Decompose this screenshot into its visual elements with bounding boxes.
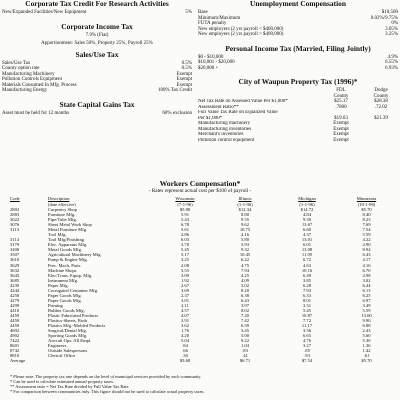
column-header: Michigan: [298, 196, 316, 201]
illinois-rate: .83: [242, 348, 248, 354]
minnesota-rate: $5.70: [361, 358, 372, 364]
property-tax-fdl-value: Exempt: [333, 137, 349, 143]
property-tax-dodge-value: [364, 138, 398, 144]
michigan-rate: 4.84: [302, 212, 312, 218]
class-description: Sporting Goods Mfg.: [48, 333, 88, 339]
unemployment-table: [198, 10, 398, 38]
unemployment-label: New employers (2 yrs payroll < $400,000): [198, 26, 284, 32]
class-code: 3643: [10, 272, 20, 278]
unemployment-title: Unemployment Compensation: [250, 0, 346, 8]
column-subheader: (1-1-96): [237, 201, 253, 207]
unemployment-value: 0.02%/9.75%: [370, 15, 398, 21]
class-code: 4459: [10, 323, 20, 329]
property-tax-header-fdl: County: [333, 93, 349, 99]
sales-tax-value: Exempt: [176, 77, 192, 83]
wisconsin-rate: 6.78: [180, 222, 190, 228]
class-code: 8601: [10, 343, 20, 349]
footnote: * For comparison between communities only. This figure should not be used to calculate actual property taxes.: [10, 389, 205, 394]
illinois-rate: 4.09: [240, 277, 250, 283]
illinois-rate: 6.38: [240, 292, 250, 298]
research-credit-title: Corporate Tax Credit For Research Activities: [25, 0, 169, 8]
illinois-rate: 5.00: [240, 333, 250, 339]
capital-gains-title: State Capital Gains Tax: [59, 99, 135, 109]
illinois-rate: 1.04: [240, 343, 250, 349]
class-code: 4279: [10, 297, 20, 303]
michigan-rate: $7.54: [301, 358, 313, 364]
class-description: Metal Furniture Mfg.: [48, 227, 88, 233]
minnesota-rate: 8.40: [362, 212, 371, 218]
michigan-rate: 10.16: [301, 267, 313, 273]
minnesota-rate: 4.98: [362, 272, 371, 278]
class-description: Aircraft Ops: All Empl.: [48, 338, 92, 344]
class-description: Tool Mfg.: [48, 232, 67, 238]
illinois-rate: 9.35: [240, 217, 250, 223]
class-code: 4244: [10, 287, 20, 293]
wisconsin-rate: 3.01: [180, 297, 190, 303]
class-description: Plastics-Sheets, Rods: [48, 318, 88, 324]
footnote: * Can be used to calculate estimated annual property taxes.: [10, 379, 114, 384]
class-description: Pump & Engine Mfg.: [48, 257, 88, 263]
class-code: 8742: [10, 348, 20, 354]
column-header: Description: [48, 196, 70, 201]
class-code: 3076: [10, 222, 20, 228]
wisconsin-rate: 2.37: [180, 292, 190, 298]
michigan-rate: 13.08: [301, 247, 313, 253]
footnote: ** Assessment ratio = Net Tax Rate divided by Full Value Tax Rate.: [10, 384, 130, 389]
sales-tax-value: Exempt: [176, 82, 192, 88]
illinois-rate: 4.75: [240, 262, 250, 268]
illinois-rate: 8.02: [240, 307, 250, 313]
workers-comp-title: Workers Compensation*: [159, 179, 241, 188]
minnesota-rate: 13.00: [361, 312, 372, 318]
minnesota-rate: 9.90: [362, 318, 371, 324]
property-tax-row: [198, 138, 398, 144]
unemployment-label: Base: [198, 10, 208, 15]
wisconsin-rate: 5.91: [180, 212, 190, 218]
sales-tax-label: County option rate: [2, 66, 40, 72]
property-tax-dodge-value: .72.02: [374, 104, 388, 110]
class-code: 3400: [10, 247, 20, 253]
income-bracket-label: $20,000 +: [198, 65, 219, 71]
class-description: Prec. Mach. Parts: [48, 262, 81, 268]
income-bracket-value: 6.55%: [385, 60, 398, 65]
class-description: Metal Goods Mfg.: [48, 247, 83, 253]
wisconsin-rate: 1.92: [180, 277, 190, 283]
minnesota-rate: 6.70: [362, 267, 371, 273]
minnesota-rate: 7.54: [362, 227, 371, 233]
column-subheader: (10-1-96): [357, 201, 376, 207]
class-description: Outside Salespersons: [48, 348, 88, 354]
property-tax-header-dodge: County: [373, 93, 389, 99]
michigan-rate: 13.67: [301, 222, 313, 228]
class-code: 3610: [10, 257, 20, 263]
property-tax-fdl-value: Exempt: [333, 126, 349, 132]
column-header: Wisconsin: [175, 196, 195, 201]
minnesota-rate: 5.30: [362, 338, 371, 344]
minnesota-rate: 4.17: [362, 257, 371, 263]
corporate-income-tax-title: Corporate Income Tax: [61, 21, 133, 31]
minnesota-rate: 4.90: [362, 242, 371, 248]
class-description: Furniture Mfg.: [48, 212, 76, 218]
wisconsin-rate: .66: [182, 348, 188, 354]
illinois-rate: 5.02: [240, 282, 250, 288]
illinois-rate: 8.80: [240, 212, 250, 218]
michigan-rate: 6.49: [302, 272, 312, 278]
michigan-rate: 6.01: [302, 242, 312, 248]
minnesota-rate: 6.97: [362, 297, 371, 303]
wisconsin-rate: 5.45: [180, 247, 190, 253]
sales-tax-value: 100% Tax Credit: [158, 88, 192, 94]
wisconsin-rate: 3.55: [180, 267, 190, 273]
class-code: 4459: [10, 318, 20, 324]
property-tax-dodge-value: $21.39: [374, 115, 388, 121]
michigan-rate: 7.93: [302, 287, 312, 293]
property-tax-label: Per $1,000*: [198, 115, 223, 121]
sales-use-tax-title: Sales/Use Tax: [75, 49, 119, 59]
class-code: 4459: [10, 312, 20, 318]
michigan-rate: 3.31: [302, 302, 312, 308]
property-tax-label: Manufacturing inventories: [198, 126, 252, 132]
class-code: 3632: [10, 267, 20, 273]
wisconsin-rate: .84: [182, 343, 188, 349]
class-code: 3179: [10, 242, 20, 248]
capital-gains-row: Asset must be held for 12 months 60% exclusion: [2, 110, 192, 116]
class-description: Instrument Mfg.: [48, 277, 79, 283]
wisconsin-rate: 2.67: [180, 282, 190, 288]
michigan-rate: 6.28: [302, 282, 312, 288]
illinois-rate: $6.71: [239, 358, 251, 364]
workers-comp-subtitle: - Rates represent actual cost per $100 of payroll -: [148, 188, 252, 194]
class-code: 4692: [10, 328, 20, 334]
michigan-rate: 6.60: [302, 227, 312, 233]
average-row: [10, 358, 395, 363]
footnotes: [10, 374, 395, 394]
class-description: Paper Goods Mfg.: [48, 297, 82, 303]
illinois-rate: 10.45: [239, 252, 251, 258]
research-credit-row: New/Expanded Facilities/New Equipment 5%: [2, 10, 192, 15]
michigan-rate: 3.27: [302, 343, 312, 349]
class-code: 2883: [10, 212, 20, 218]
class-description: Machine Shops: [48, 267, 77, 273]
property-tax-label: Full Value Tax Rate on Equalized Value: [198, 110, 278, 115]
michigan-rate: 11.17: [301, 323, 313, 329]
class-description: Paper Goods Mfg.: [48, 292, 82, 298]
column-header: Illinois: [238, 196, 252, 201]
michigan-rate: 4.37: [302, 232, 312, 238]
property-tax-label: Pollution control equipment: [198, 137, 255, 143]
minnesota-rate: 1.36: [362, 343, 371, 349]
column-subheader: (1-1-96): [299, 201, 315, 207]
class-code: 4250: [10, 292, 20, 298]
class-description: Clerical Office: [48, 353, 76, 359]
sales-tax-value: Exempt: [176, 71, 192, 77]
class-code: 4239: [10, 282, 20, 288]
workers-compensation-section: [0, 179, 400, 364]
wisconsin-rate: 4.20: [180, 333, 190, 339]
property-tax-fdl-value: .7800: [335, 104, 347, 110]
wisconsin-rate: 3.70: [180, 242, 190, 248]
michigan-rate: 6.72: [302, 257, 312, 263]
illinois-rate: 7.42: [240, 318, 250, 324]
personal-income-tax-table: [198, 55, 398, 72]
minnesota-rate: 6.43: [362, 252, 371, 258]
sales-use-tax-table: [2, 61, 192, 94]
class-description: Engineers: [48, 343, 67, 349]
michigan-rate: 6.33: [302, 292, 312, 298]
minnesota-rate: 6.25: [362, 292, 371, 298]
property-tax-fdl-value: $25.17: [334, 99, 348, 104]
property-tax-header-dodge: Dodge: [374, 88, 388, 93]
wisconsin-rate: 3.69: [180, 287, 190, 293]
class-code: 4410: [10, 307, 20, 313]
unemployment-label: FUTA penalty: [198, 21, 227, 26]
illinois-rate: 7.94: [240, 267, 250, 273]
class-code: 3022: [10, 217, 20, 223]
property-tax-label: Merchant's inventories: [198, 132, 244, 137]
right-column: [198, 0, 398, 143]
property-tax-header-fdl: FDL: [336, 88, 346, 93]
minnesota-rate: 4.22: [362, 237, 371, 243]
illinois-rate: 4.25: [240, 272, 250, 278]
wisconsin-rate: 5.61: [180, 227, 190, 233]
class-description: Agricultural Machinery Mfg.: [48, 252, 102, 258]
sales-tax-label: Manufacturing Energy: [2, 88, 48, 94]
wisconsin-rate: 2.11: [181, 302, 189, 308]
wisconsin-rate: $5.80: [179, 207, 191, 212]
michigan-rate: 8.01: [302, 297, 312, 303]
sales-tax-label: Sales/Use Tax: [2, 60, 31, 66]
column-header: Minnesota: [356, 196, 377, 201]
property-tax-title: City of Waupun Property Tax (1996)*: [238, 77, 358, 86]
class-code: 2802: [10, 207, 20, 212]
class-description: Surgical/Dental Mfg.: [48, 328, 87, 334]
michigan-rate: 3.56: [302, 328, 312, 334]
unemployment-label: New employers (2 yrs payroll > $400,000): [198, 32, 284, 37]
michigan-rate: 4.63: [302, 262, 312, 268]
class-description: Paper Mfg.: [48, 282, 69, 288]
illinois-rate: 9.62: [240, 222, 250, 228]
property-tax-fdl-value: $19.63: [334, 115, 348, 121]
unemployment-value: 0%: [391, 21, 398, 26]
class-code: 3113: [10, 227, 20, 233]
minnesota-rate: 5.60: [362, 333, 371, 339]
class-code: Average: [10, 358, 26, 364]
illinois-rate: .41: [242, 353, 248, 359]
wisconsin-rate: 5.17: [180, 252, 190, 258]
illinois-rate: $12.34: [238, 207, 252, 212]
sales-tax-label: Pollution Controls Equipment: [2, 77, 63, 83]
property-tax-fdl-value: Exempt: [333, 121, 349, 126]
class-description: Rubber Goods Mfg.: [48, 307, 85, 313]
minnesota-rate: 8.23: [362, 217, 371, 223]
wisconsin-rate: 3.09: [180, 272, 190, 278]
class-description: Plastics Mfg.-Molded Products: [48, 323, 106, 329]
illinois-rate: 3.45: [240, 328, 250, 334]
wisconsin-rate: 2.08: [180, 262, 190, 268]
wisconsin-rate: .30: [182, 353, 188, 359]
personal-income-tax-title: Personal Income Tax (Married, Filing Jointly): [225, 43, 371, 53]
class-code: 3685: [10, 277, 20, 283]
property-tax-table: [198, 88, 398, 143]
property-tax-label: Assessment Ratio**: [198, 104, 239, 110]
michigan-rate: 7.72: [302, 318, 312, 324]
minnesota-rate: .61: [363, 353, 370, 359]
sales-tax-label: Manufacturing Machinery: [2, 71, 55, 77]
illinois-rate: 4.16: [240, 232, 250, 238]
class-description: Elec/Trans. Equip. Mfg.: [48, 272, 93, 278]
class-code: 7422: [10, 338, 20, 344]
minnesota-rate: 6.13: [362, 287, 371, 293]
class-code: 3114: [10, 237, 20, 243]
class-description: Plastic Fabricated Products: [48, 312, 99, 318]
minnesota-rate: 2.43: [362, 328, 371, 334]
sales-tax-value: 0.5%: [181, 66, 192, 72]
column-subheader: (7-1-96): [177, 201, 193, 207]
minnesota-rate: 3.49: [362, 302, 371, 308]
property-tax-fdl-value: Exempt: [333, 132, 349, 137]
column-subheader: (date effective): [48, 201, 76, 207]
michigan-rate: 6.65: [302, 333, 312, 339]
wisconsin-rate: 1.76: [180, 328, 190, 334]
class-description: Printing: [48, 302, 63, 308]
income-bracket-label: $10,001 - $20,000: [198, 60, 235, 65]
wisconsin-rate: 3.62: [180, 323, 190, 329]
class-description: Tool Mfg/Finishing: [48, 237, 85, 243]
unemployment-value: 3.05%: [385, 26, 398, 32]
corporate-income-tax-rate: 7.9% (Flat): [85, 32, 109, 38]
property-tax-label: Manufacturing machinery: [198, 121, 251, 126]
sales-tax-value: 0.5%: [181, 60, 192, 66]
apportionment-text: Apportionment: Sales 50%, Property 25%, Payroll 25%: [41, 41, 153, 47]
michigan-rate: 4.76: [302, 338, 312, 344]
income-bracket-value: 6.93%: [385, 65, 398, 71]
wisconsin-rate: 6.03: [180, 237, 190, 243]
illinois-rate: 3.97: [240, 302, 250, 308]
wisconsin-rate: 3.25: [180, 257, 190, 263]
class-description: [48, 358, 156, 363]
footnote: * Please note: The property tax rate depends on the level of municipal services provided by each community.: [10, 374, 202, 379]
wisconsin-rate: 5.04: [180, 338, 190, 344]
wisconsin-rate: 5.43: [180, 217, 190, 223]
wisconsin-rate: 4.57: [180, 307, 190, 313]
minnesota-rate: 6.44: [362, 282, 371, 288]
minnesota-rate: 1.42: [362, 348, 371, 354]
unemployment-value: $10,500: [381, 10, 398, 15]
illinois-rate: 3.93: [240, 242, 250, 248]
minnesota-rate: 4.16: [362, 262, 371, 268]
michigan-rate: 5.45: [302, 307, 312, 313]
illinois-rate: 9.22: [240, 338, 250, 344]
wisconsin-rate: $3.68: [179, 358, 191, 364]
class-description: Elec. Apparatus Mfg.: [48, 242, 88, 248]
unemployment-value: 3.25%: [385, 32, 398, 37]
minnesota-rate: 5.59: [362, 307, 371, 313]
illinois-rate: 7.20: [240, 312, 250, 318]
class-code: 4902: [10, 333, 20, 339]
michigan-rate: 11.09: [301, 252, 313, 258]
class-code: 4299: [10, 302, 20, 308]
unemployment-label: Minimum/Maximum: [198, 15, 241, 21]
workers-comp-table: [10, 196, 395, 363]
class-description: Sheet Metal Work Shop: [48, 222, 92, 228]
illinois-rate: 9.32: [240, 247, 250, 253]
minnesota-rate: 8.94: [362, 247, 371, 253]
class-description: Corrugated Container Mfg.: [48, 287, 99, 293]
class-description: Pipe/Tube Mfg.: [48, 217, 77, 223]
illinois-rate: 6.43: [240, 297, 250, 303]
minnesota-rate: 7.69: [362, 222, 371, 228]
class-code: 8810: [10, 353, 20, 359]
property-tax-label: Net Tax Rate on Assessed Value Per $1,000*: [198, 99, 288, 104]
minnesota-rate: 5.59: [362, 232, 371, 238]
wisconsin-rate: 2.86: [180, 232, 190, 238]
minnesota-rate: 6.88: [362, 323, 371, 329]
michigan-rate: $14.72: [300, 207, 314, 212]
wisconsin-rate: 4.07: [180, 312, 190, 318]
minnesota-rate: 3.02: [362, 277, 371, 283]
left-column: [2, 0, 192, 116]
illinois-rate: 5.80: [240, 237, 250, 243]
income-bracket-value: 4.9%: [387, 54, 398, 60]
class-description: Carpentry Shop: [48, 207, 77, 212]
illinois-rate: 8.20: [240, 287, 250, 293]
michigan-rate: 13.01: [301, 237, 313, 243]
michigan-rate: 9.30: [302, 217, 312, 223]
michigan-rate: .85: [304, 348, 310, 354]
illinois-rate: 6.39: [240, 323, 250, 329]
illinois-rate: 6.22: [240, 257, 250, 263]
wisconsin-rate: 3.91: [180, 318, 190, 324]
michigan-rate: 10.87: [301, 312, 313, 318]
michigan-rate: .93: [304, 353, 310, 359]
property-tax-dodge-value: $28.38: [374, 99, 388, 104]
income-bracket-label: $0 - $10,000: [198, 54, 224, 60]
class-code: 3507: [10, 252, 20, 258]
sales-tax-label: Materials Consumed In Mfg. Process: [2, 82, 77, 88]
illinois-rate: 10.75: [239, 227, 251, 233]
minnesota-rate: $5.70: [361, 207, 372, 212]
class-code: 3629: [10, 262, 20, 268]
michigan-rate: 3.85: [302, 277, 312, 283]
column-header: Code: [10, 196, 20, 201]
